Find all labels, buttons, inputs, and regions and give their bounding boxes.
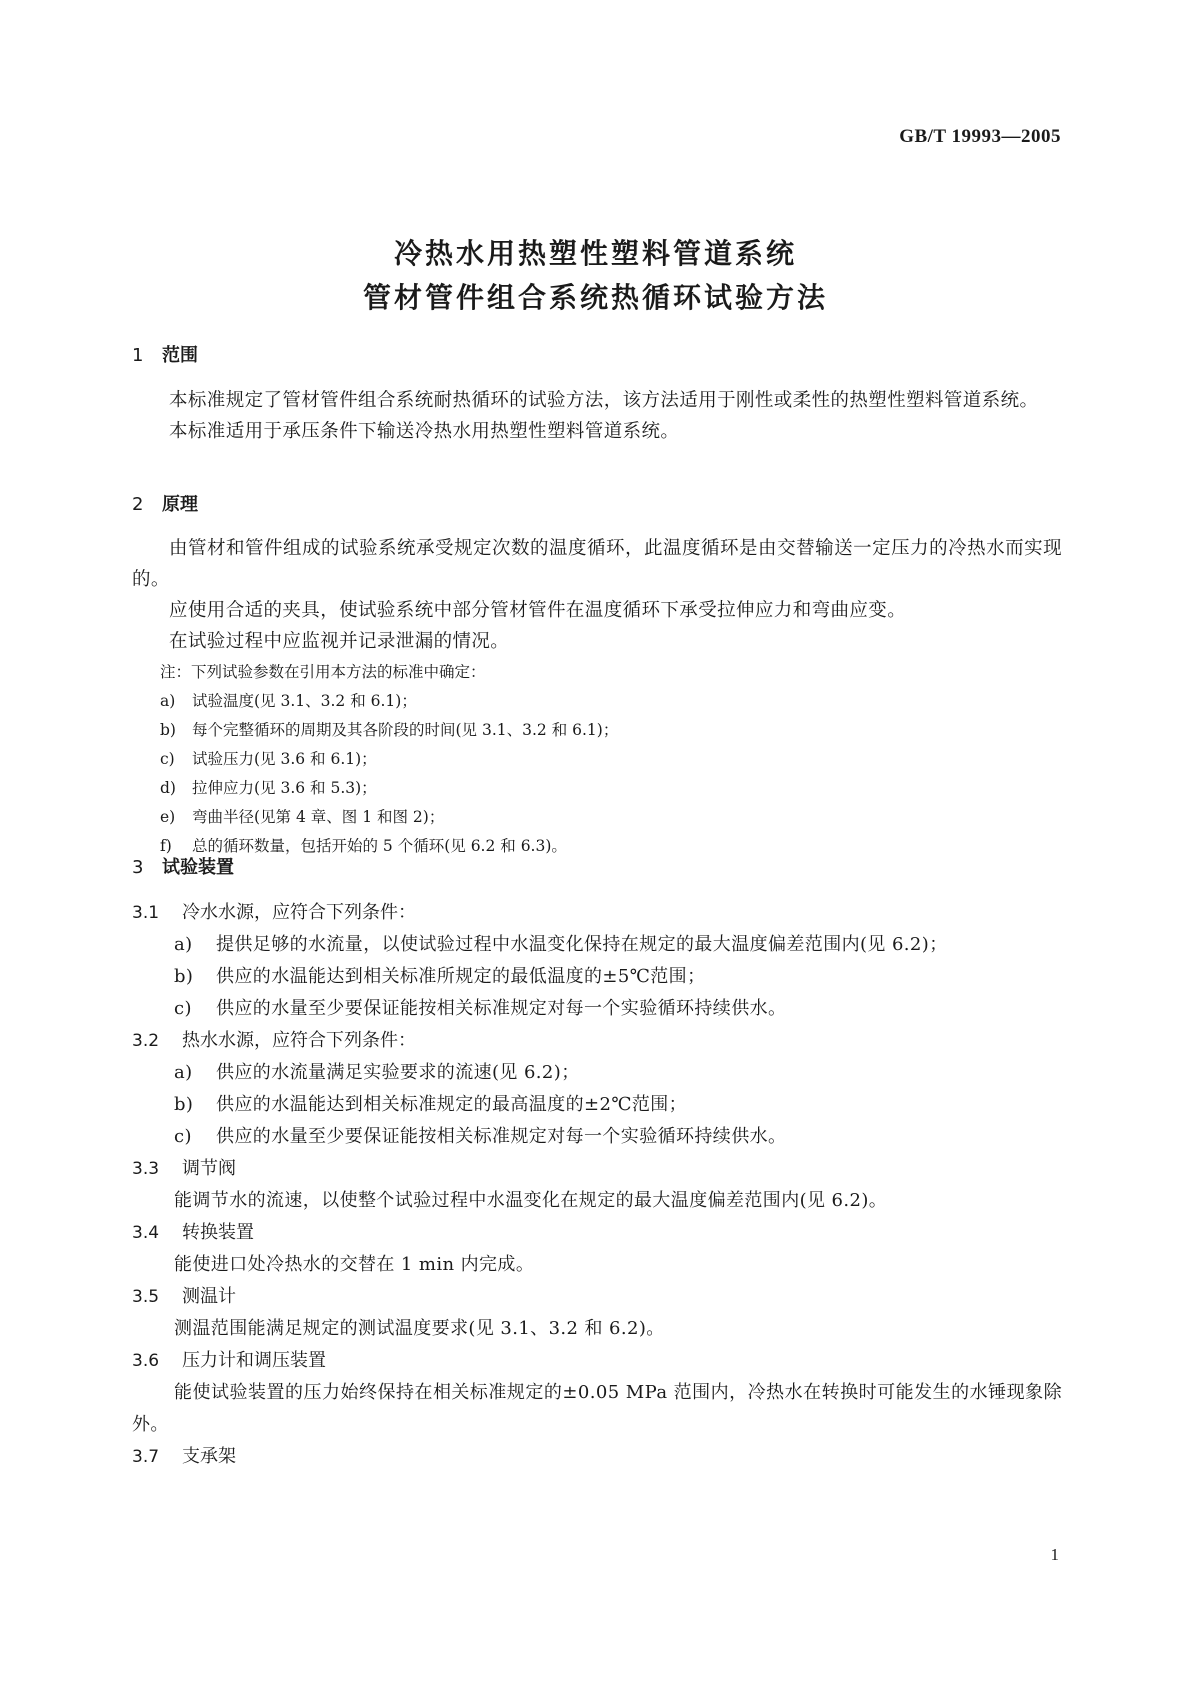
subsection-3-7: 3.7 支承架	[132, 1446, 236, 1467]
subsection-3-2: 3.2 热水水源，应符合下列条件：	[132, 1030, 416, 1051]
section-3	[132, 852, 1062, 883]
section-title: 原理	[162, 494, 198, 515]
section-number: 3	[132, 857, 144, 878]
document-title-line-2: 管材管件组合系统热循环试验方法	[362, 281, 828, 314]
section-heading	[132, 852, 1062, 883]
subsection-3-4: 3.4 转换装置	[132, 1222, 254, 1243]
paragraph: 能使进口处冷热水的交替在 1 min 内完成。	[174, 1254, 535, 1275]
paragraph: 应使用合适的夹具，使试验系统中部分管材管件在温度循环下承受拉伸应力和弯曲应变。	[169, 600, 907, 621]
list-item: c) 供应的水量至少要保证能按相关标准规定对每一个实验循环持续供水。	[174, 998, 787, 1019]
section-title: 试验装置	[162, 857, 234, 878]
subsection-3-1: 3.1 冷水水源，应符合下列条件：	[132, 902, 416, 923]
section-heading	[132, 489, 1062, 520]
section-number: 1	[132, 345, 144, 366]
subsection-3-3: 3.3 调节阀	[132, 1158, 236, 1179]
list-item: a) 供应的水流量满足实验要求的流速(见 6.2)；	[174, 1062, 580, 1083]
paragraph: 能使试验装置的压力始终保持在相关标准规定的±0.05 MPa 范围内，冷热水在转换时可能发生的水锤现象除外。	[132, 1382, 1062, 1435]
standard-number: GB/T 19993—2005	[899, 126, 1061, 147]
section-number: 2	[132, 494, 144, 515]
subsection-3-5: 3.5 测温计	[132, 1286, 236, 1307]
paragraph: 能调节水的流速，以使整个试验过程中水温变化在规定的最大温度偏差范围内(见 6.2)。	[174, 1190, 888, 1211]
section-title: 范围	[162, 345, 198, 366]
subsection-3-6: 3.6 压力计和调压装置	[132, 1350, 326, 1371]
note: 注：下列试验参数在引用本方法的标准中确定：	[160, 663, 486, 681]
list-item: a) 提供足够的水流量，以使试验过程中水温变化保持在规定的最大温度偏差范围内(见 6.2)；	[174, 934, 948, 955]
list-item: c) 试验压力(见 3.6 和 6.1)；	[160, 750, 377, 768]
list-item: b) 每个完整循环的周期及其各阶段的时间(见 3.1、3.2 和 6.1)；	[160, 721, 619, 739]
list-item: a) 试验温度(见 3.1、3.2 和 6.1)；	[160, 692, 417, 710]
section-2-body	[132, 533, 1062, 861]
paragraph: 本标准适用于承压条件下输送冷热水用热塑性塑料管道系统。	[169, 421, 680, 442]
list-item: b) 供应的水温能达到相关标准所规定的最低温度的±5℃范围；	[174, 966, 706, 987]
list-item: e) 弯曲半径(见第 4 章、图 1 和图 2)；	[160, 808, 445, 826]
page-number: 1	[1050, 1545, 1059, 1564]
section-3-body	[132, 897, 1062, 1473]
list-item: b) 供应的水温能达到相关标准规定的最高温度的±2℃范围；	[174, 1094, 688, 1115]
paragraph: 在试验过程中应监视并记录泄漏的情况。	[169, 631, 510, 652]
list-item: d) 拉伸应力(见 3.6 和 5.3)；	[160, 779, 377, 797]
paragraph: 测温范围能满足规定的测试温度要求(见 3.1、3.2 和 6.2)。	[174, 1318, 665, 1339]
list-item: f) 总的循环数量，包括开始的 5 个循环(见 6.2 和 6.3)。	[160, 837, 567, 855]
paragraph: 由管材和管件组成的试验系统承受规定次数的温度循环，此温度循环是由交替输送一定压力的冷热水而实现的。	[132, 538, 1062, 590]
paragraph: 本标准规定了管材管件组合系统耐热循环的试验方法，该方法适用于刚性或柔性的热塑性塑料管道系统。	[169, 390, 1039, 411]
section-1-body	[132, 385, 1062, 447]
list-item: c) 供应的水量至少要保证能按相关标准规定对每一个实验循环持续供水。	[174, 1126, 787, 1147]
document-title-line-1: 冷热水用热塑性塑料管道系统	[393, 237, 797, 270]
section-2	[132, 489, 1062, 520]
section-1	[132, 340, 1062, 371]
section-heading	[132, 340, 1062, 371]
